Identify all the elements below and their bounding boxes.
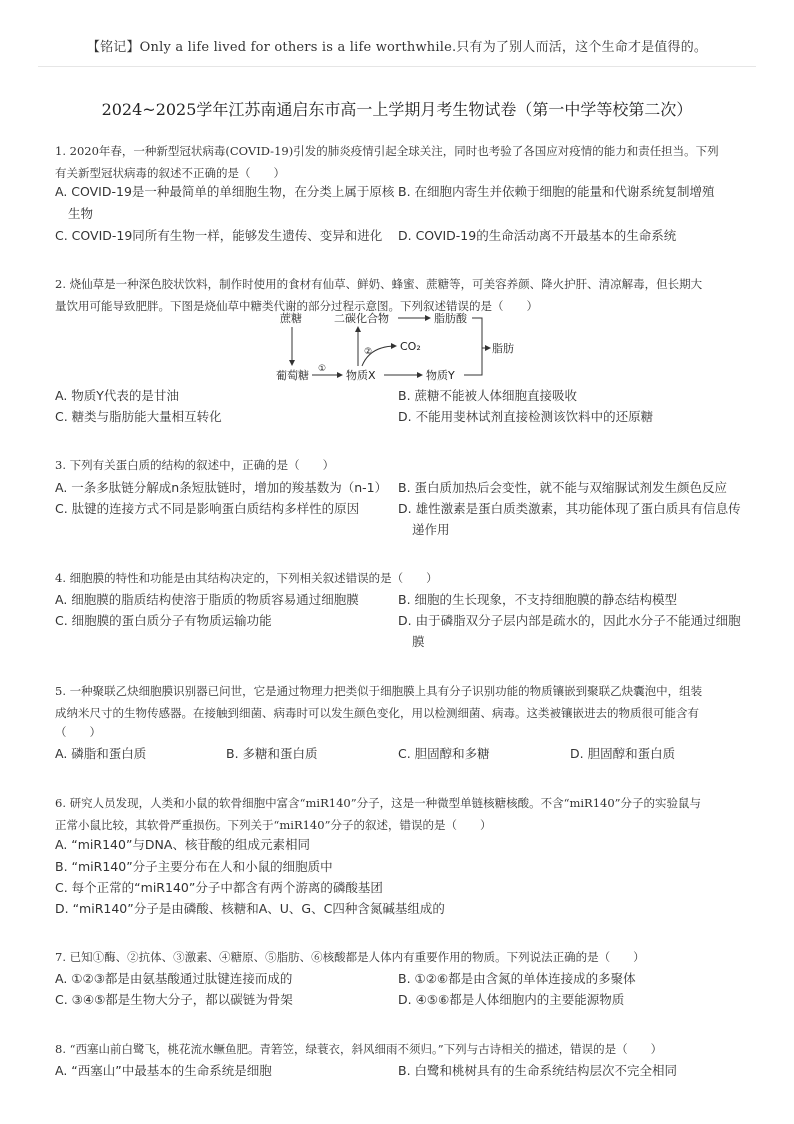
header-divider <box>38 66 756 67</box>
sugar-metabolism-diagram <box>262 308 532 388</box>
question-stem: 5. 一种聚联乙炔细胞膜识别器已问世，它是通过物理力把类似于细胞膜上具有分子识别功能的物质镶嵌到聚联乙炔囊泡中，组装 <box>55 684 703 698</box>
option-a: A. COVID-19是一种最简单的单细胞生物，在分类上属于原核 <box>55 184 395 199</box>
option-d: D. 雄性激素是蛋白质类激素，其功能体现了蛋白质具有信息传 <box>398 501 741 516</box>
node-fatty-acid: 脂肪酸 <box>434 312 467 325</box>
option-a: A. 磷脂和蛋白质 <box>55 746 147 761</box>
node-intermediate: 二碳化合物 <box>334 312 389 325</box>
option-d: D. “miR140”分子是由磷酸、核糖和A、U、G、C四种含氮碱基组成的 <box>55 901 445 916</box>
question-stem: 成纳米尺寸的生物传感器。在接触到细菌、病毒时可以发生颜色变化，用以检测细菌、病毒。这类被镶嵌进去的物质很可能含有 <box>55 706 699 720</box>
option-a: A. “miR140”与DNA、核苷酸的组成元素相同 <box>55 837 310 852</box>
question-stem: 量饮用可能导致肥胖。下图是烧仙草中糖类代谢的部分过程示意图。下列叙述错误的是（ ） <box>55 299 538 313</box>
motto-banner: 【铭记】Only a life lived for others is a life worthwhile.只有为了别人而活，这个生命才是值得的。 <box>86 40 708 55</box>
option-c: C. COVID-19同所有生物一样，能够发生遗传、变异和进化 <box>55 228 383 243</box>
option-d: D. 胆固醇和蛋白质 <box>570 746 676 761</box>
option-d-continued: 递作用 <box>412 522 450 537</box>
label-step-1: ① <box>318 364 327 374</box>
question-stem: 6. 研究人员发现，人类和小鼠的软骨细胞中富含“miR140”分子，这是一种微型单链核糖核酸。不含“miR140”分子的实验鼠与 <box>55 796 702 810</box>
node-substance-y: 物质Y <box>426 369 455 382</box>
page-title: 2024~2025学年江苏南通启东市高一上学期月考生物试卷（第一中学等校第二次） <box>101 100 693 119</box>
question-stem: 4. 细胞膜的特性和功能是由其结构决定的，下列相关叙述错误的是（ ） <box>55 571 438 585</box>
option-a: A. 物质Y代表的是甘油 <box>55 388 179 403</box>
question-stem: （ ） <box>55 725 101 739</box>
option-b: B. 蛋白质加热后会变性，就不能与双缩脲试剂发生颜色反应 <box>398 480 728 495</box>
node-glucose: 葡萄糖 <box>276 369 309 382</box>
option-c: C. 肽键的连接方式不同是影响蛋白质结构多样性的原因 <box>55 501 360 516</box>
option-c: C. 每个正常的“miR140”分子中都含有两个游离的磷酸基团 <box>55 880 383 895</box>
option-c: C. 胆固醇和多糖 <box>398 746 490 761</box>
node-substance-x: 物质X <box>346 369 376 382</box>
option-a: A. ①②③都是由氨基酸通过肽键连接而成的 <box>55 971 293 986</box>
question-stem: 8. “西塞山前白鹭飞，桃花流水鳜鱼肥。青箬笠，绿蓑衣，斜风细雨不须归。”下列与古诗相关的描述，错误的是（ ） <box>55 1042 663 1056</box>
bracket-to-fat <box>464 318 482 375</box>
option-d: D. 由于磷脂双分子层内部是疏水的，因此水分子不能通过细胞 <box>398 613 741 628</box>
option-b: B. ①②⑥都是由含氮的单体连接成的多聚体 <box>398 971 636 986</box>
question-stem: 1. 2020年春，一种新型冠状病毒(COVID-19)引发的肺炎疫情引起全球关注，同时也考验了各国应对疫情的能力和责任担当。下列 <box>55 144 719 158</box>
label-step-2: ② <box>364 347 373 357</box>
option-b: B. 细胞的生长现象，不支持细胞膜的静态结构模型 <box>398 592 678 607</box>
option-d: D. ④⑤⑥都是人体细胞内的主要能源物质 <box>398 992 625 1007</box>
question-stem: 2. 烧仙草是一种深色胶状饮料，制作时使用的食材有仙草、鲜奶、蜂蜜、蔗糖等，可美容养颜、降火护肝、清凉解毒，但长期大 <box>55 277 703 291</box>
node-fat: 脂肪 <box>492 342 514 355</box>
option-a: A. “西塞山”中最基本的生命系统是细胞 <box>55 1063 272 1078</box>
option-b: B. 白鹭和桃树具有的生命系统结构层次不完全相同 <box>398 1063 678 1078</box>
node-sucrose: 蔗糖 <box>280 312 302 325</box>
option-c: C. 细胞膜的蛋白质分子有物质运输功能 <box>55 613 272 628</box>
question-stem: 7. 已知①酶、②抗体、③激素、④糖原、⑤脂肪、⑥核酸都是人体内有重要作用的物质。下列说法正确的是（ ） <box>55 950 645 964</box>
question-stem: 正常小鼠比较，其软骨严重损伤。下列关于“miR140”分子的叙述，错误的是（ ） <box>55 818 492 832</box>
option-d-continued: 膜 <box>412 634 425 649</box>
option-a-continued: 生物 <box>68 206 94 221</box>
option-b: B. “miR140”分子主要分布在人和小鼠的细胞质中 <box>55 859 333 874</box>
question-stem: 有关新型冠状病毒的叙述不正确的是（ ） <box>55 166 285 180</box>
option-d: D. 不能用斐林试剂直接检测该饮料中的还原糖 <box>398 409 654 424</box>
option-d: D. COVID-19的生命活动离不开最基本的生命系统 <box>398 228 677 243</box>
label-co2: CO₂ <box>400 340 421 353</box>
option-c: C. 糖类与脂肪能大量相互转化 <box>55 409 222 424</box>
option-a: A. 细胞膜的脂质结构使溶于脂质的物质容易通过细胞膜 <box>55 592 359 607</box>
option-c: C. ③④⑤都是生物大分子，都以碳链为骨架 <box>55 992 293 1007</box>
option-b: B. 蔗糖不能被人体细胞直接吸收 <box>398 388 578 403</box>
question-stem: 3. 下列有关蛋白质的结构的叙述中，正确的是（ ） <box>55 458 335 472</box>
option-a: A. 一条多肽链分解成n条短肽链时，增加的羧基数为（n-1） <box>55 480 388 495</box>
option-b: B. 在细胞内寄生并依赖于细胞的能量和代谢系统复制增殖 <box>398 184 715 199</box>
option-b: B. 多糖和蛋白质 <box>226 746 318 761</box>
